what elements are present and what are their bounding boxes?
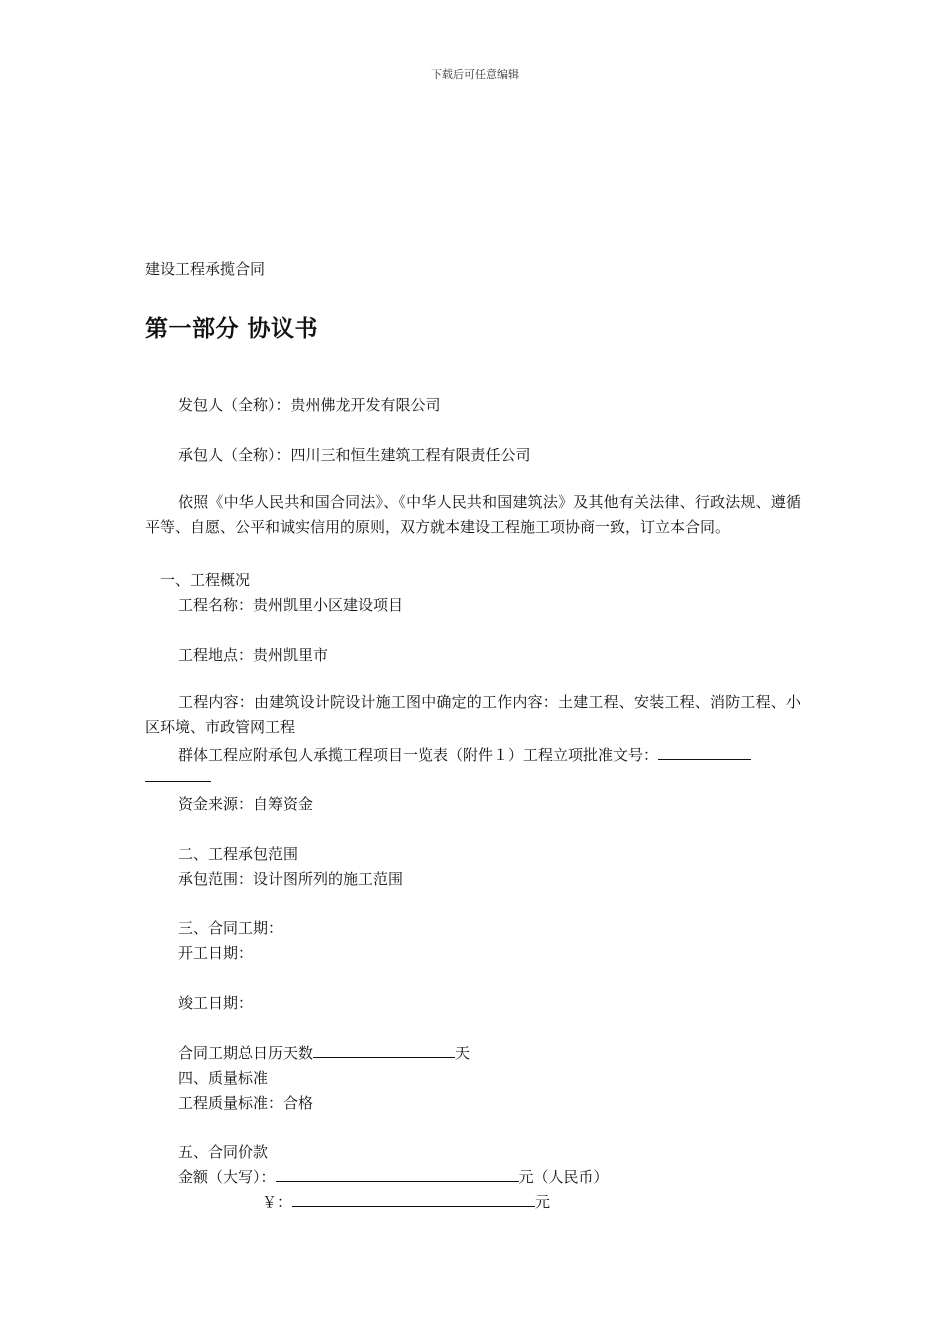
section5-heading: 五、合同价款	[178, 1143, 269, 1161]
total-days-unit: 天	[455, 1044, 471, 1062]
approval-number-blank[interactable]	[658, 744, 751, 760]
total-days-label: 合同工期总日历天数	[178, 1044, 314, 1062]
amount-figures-label: ￥：	[262, 1193, 293, 1211]
total-days-line	[178, 1042, 470, 1063]
contract-basis-paragraph: 依照《中华人民共和国合同法》、《中华人民共和国建筑法》及其他有关法律、行政法规、遵循平等、自愿、公平和诚实信用的原则，双方就本建设工程施工项协商一致，订立本合同。	[145, 493, 801, 536]
completion-date-label: 竣工日期：	[178, 994, 254, 1012]
amount-figures-line	[262, 1191, 550, 1212]
part-title: 第一部分 协议书	[145, 316, 319, 342]
section3-heading: 三、合同工期：	[178, 919, 284, 937]
amount-figures-unit: 元	[535, 1193, 551, 1211]
contract-scope: 承包范围：设计图所列的施工范围	[178, 870, 404, 888]
quality-standard: 工程质量标准：合格	[178, 1094, 314, 1112]
total-days-blank[interactable]	[313, 1042, 455, 1058]
section2-heading: 二、工程承包范围	[178, 845, 299, 863]
header-note: 下载后可任意编辑	[431, 68, 519, 81]
project-name: 工程名称：贵州凯里小区建设项目	[178, 596, 404, 614]
amount-in-words-line	[178, 1166, 609, 1187]
project-location: 工程地点：贵州凯里市	[178, 646, 329, 664]
document-title: 建设工程承揽合同	[145, 260, 266, 278]
approval-number-blank-continued[interactable]	[145, 766, 211, 782]
amount-in-words-blank[interactable]	[276, 1166, 519, 1182]
employer-line: 发包人（全称）：贵州佛龙开发有限公司	[178, 396, 441, 414]
approval-number-label	[178, 744, 751, 765]
amount-figures-blank[interactable]	[292, 1191, 535, 1207]
contractor-line: 承包人（全称）：四川三和恒生建筑工程有限责任公司	[178, 446, 531, 464]
funding-source: 资金来源：自筹资金	[178, 795, 314, 813]
approval-number-text: 群体工程应附承包人承揽工程项目一览表（附件１）工程立项批准文号：	[178, 746, 659, 764]
amount-in-words-label: 金额（大写）：	[178, 1168, 276, 1186]
project-content: 工程内容：由建筑设计院设计施工图中确定的工作内容：土建工程、安装工程、消防工程、小区环境、市政管网工程	[145, 693, 801, 736]
section4-heading: 四、质量标准	[178, 1069, 269, 1087]
section1-heading: 一、工程概况	[160, 571, 251, 589]
amount-in-words-unit: 元（人民币）	[518, 1168, 609, 1186]
start-date-label: 开工日期：	[178, 944, 254, 962]
